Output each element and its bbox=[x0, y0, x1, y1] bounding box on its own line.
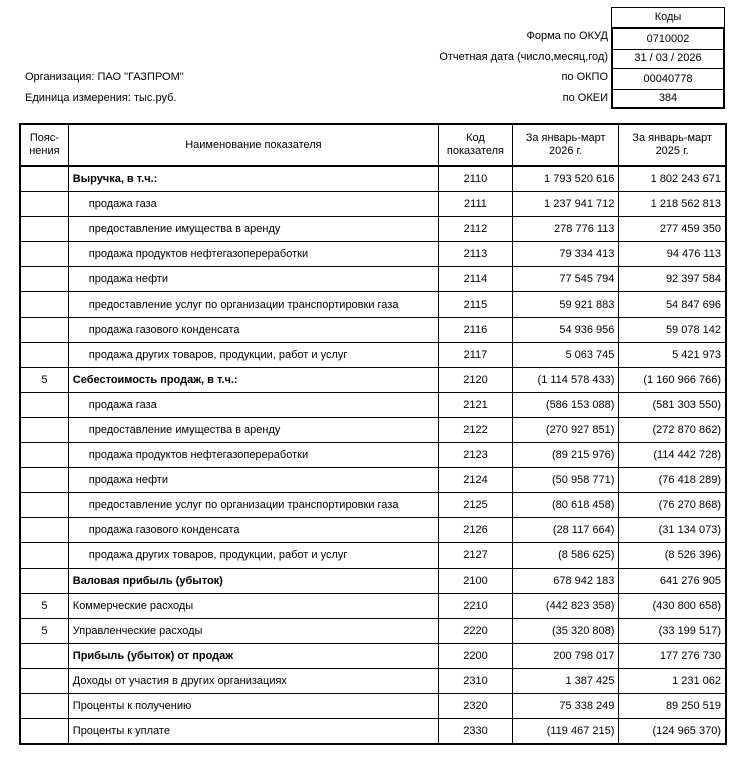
table-row bbox=[20, 166, 726, 192]
unit-label: Единица измерения: тыс.руб. bbox=[25, 92, 177, 104]
row-value-2026: 200 798 017 bbox=[512, 643, 619, 668]
row-value-2025: 5 421 973 bbox=[619, 342, 726, 367]
row-note bbox=[20, 643, 68, 668]
table-row bbox=[20, 618, 726, 643]
row-value-2025: (76 270 868) bbox=[619, 493, 726, 518]
row-name: предоставление имущества в аренду bbox=[68, 217, 438, 242]
row-name: Коммерческие расходы bbox=[68, 593, 438, 618]
row-name: Доходы от участия в других организациях bbox=[68, 668, 438, 693]
row-name: продажа других товаров, продукции, работ и услуг bbox=[68, 342, 438, 367]
row-code: 2121 bbox=[439, 392, 513, 417]
row-value-2025: 54 847 696 bbox=[619, 292, 726, 317]
table-header-row bbox=[20, 124, 726, 166]
table-row bbox=[20, 392, 726, 417]
row-code: 2220 bbox=[439, 618, 513, 643]
row-value-2026: 5 063 745 bbox=[512, 342, 619, 367]
row-code: 2210 bbox=[439, 593, 513, 618]
table-row bbox=[20, 443, 726, 468]
row-value-2025: (76 418 289) bbox=[619, 468, 726, 493]
row-note bbox=[20, 267, 68, 292]
row-note bbox=[20, 242, 68, 267]
okei-label: по ОКЕИ bbox=[562, 92, 608, 104]
row-name: продажа газа bbox=[68, 392, 438, 417]
row-value-2026: (1 114 578 433) bbox=[512, 367, 619, 392]
okpo-value: 00040778 bbox=[611, 69, 725, 90]
date-value: 31 / 03 / 2026 bbox=[611, 48, 725, 69]
row-value-2026: 1 237 941 712 bbox=[512, 192, 619, 217]
row-value-2026: (50 958 771) bbox=[512, 468, 619, 493]
row-value-2026: 54 936 956 bbox=[512, 317, 619, 342]
row-note bbox=[20, 568, 68, 593]
row-value-2025: 177 276 730 bbox=[619, 643, 726, 668]
table-row bbox=[20, 317, 726, 342]
row-name: продажа газового конденсата bbox=[68, 317, 438, 342]
row-note bbox=[20, 518, 68, 543]
row-name: предоставление услуг по организации транспортировки газа bbox=[68, 493, 438, 518]
row-note bbox=[20, 468, 68, 493]
date-label: Отчетная дата (число,месяц,год) bbox=[439, 51, 608, 63]
row-note bbox=[20, 493, 68, 518]
row-code: 2117 bbox=[439, 342, 513, 367]
row-name: предоставление имущества в аренду bbox=[68, 417, 438, 442]
table-row bbox=[20, 267, 726, 292]
table-row bbox=[20, 668, 726, 693]
row-name: продажа продуктов нефтегазопереработки bbox=[68, 242, 438, 267]
row-value-2026: (35 320 808) bbox=[512, 618, 619, 643]
row-name: продажа нефти bbox=[68, 468, 438, 493]
row-name: Управленческие расходы bbox=[68, 618, 438, 643]
row-note bbox=[20, 317, 68, 342]
financial-results-table bbox=[19, 123, 727, 745]
row-code: 2116 bbox=[439, 317, 513, 342]
row-code: 2125 bbox=[439, 493, 513, 518]
row-value-2025: (272 870 862) bbox=[619, 417, 726, 442]
row-value-2026: 678 942 183 bbox=[512, 568, 619, 593]
row-code: 2320 bbox=[439, 693, 513, 718]
row-value-2025: (581 303 550) bbox=[619, 392, 726, 417]
table-row bbox=[20, 468, 726, 493]
row-name: продажа газа bbox=[68, 192, 438, 217]
okud-value: 0710002 bbox=[611, 27, 725, 50]
table-row bbox=[20, 417, 726, 442]
column-header-period-2026: За январь-март 2026 г. bbox=[512, 124, 619, 166]
row-note bbox=[20, 217, 68, 242]
row-value-2025: 641 276 905 bbox=[619, 568, 726, 593]
row-value-2026: 1 387 425 bbox=[512, 668, 619, 693]
row-name: продажа газового конденсата bbox=[68, 518, 438, 543]
row-value-2026: 77 545 794 bbox=[512, 267, 619, 292]
row-code: 2123 bbox=[439, 443, 513, 468]
row-code: 2330 bbox=[439, 719, 513, 745]
row-value-2026: 1 793 520 616 bbox=[512, 166, 619, 192]
table-row bbox=[20, 593, 726, 618]
row-note bbox=[20, 192, 68, 217]
table-row bbox=[20, 367, 726, 392]
table-row bbox=[20, 292, 726, 317]
row-value-2026: 75 338 249 bbox=[512, 693, 619, 718]
row-value-2026: (442 823 358) bbox=[512, 593, 619, 618]
row-code: 2200 bbox=[439, 643, 513, 668]
row-value-2025: 1 231 062 bbox=[619, 668, 726, 693]
row-note bbox=[20, 719, 68, 745]
row-code: 2122 bbox=[439, 417, 513, 442]
row-value-2025: 92 397 584 bbox=[619, 267, 726, 292]
row-note bbox=[20, 668, 68, 693]
okpo-label: по ОКПО bbox=[561, 71, 608, 83]
table-row bbox=[20, 242, 726, 267]
row-code: 2111 bbox=[439, 192, 513, 217]
organization-label: Организация: ПАО "ГАЗПРОМ" bbox=[25, 71, 184, 83]
row-note bbox=[20, 166, 68, 192]
row-value-2026: 278 776 113 bbox=[512, 217, 619, 242]
row-note bbox=[20, 292, 68, 317]
codes-box bbox=[611, 7, 725, 107]
row-value-2025: (33 199 517) bbox=[619, 618, 726, 643]
column-header-period-2025: За январь-март 2025 г. bbox=[619, 124, 726, 166]
row-value-2025: (124 965 370) bbox=[619, 719, 726, 745]
row-note bbox=[20, 693, 68, 718]
row-value-2025: (114 442 728) bbox=[619, 443, 726, 468]
row-code: 2124 bbox=[439, 468, 513, 493]
row-value-2025: (1 160 966 766) bbox=[619, 367, 726, 392]
row-name: Прибыль (убыток) от продаж bbox=[68, 643, 438, 668]
row-name: продажа продуктов нефтегазопереработки bbox=[68, 443, 438, 468]
okei-value: 384 bbox=[611, 90, 725, 109]
okud-label: Форма по ОКУД bbox=[526, 30, 608, 42]
row-value-2025: 59 078 142 bbox=[619, 317, 726, 342]
row-value-2026: (8 586 625) bbox=[512, 543, 619, 568]
table-row bbox=[20, 493, 726, 518]
row-value-2026: 79 334 413 bbox=[512, 242, 619, 267]
column-header-notes: Пояс-нения bbox=[20, 124, 68, 166]
row-note bbox=[20, 443, 68, 468]
table-row bbox=[20, 643, 726, 668]
row-code: 2113 bbox=[439, 242, 513, 267]
row-value-2026: 59 921 883 bbox=[512, 292, 619, 317]
row-value-2025: 89 250 519 bbox=[619, 693, 726, 718]
row-value-2025: 277 459 350 bbox=[619, 217, 726, 242]
row-code: 2126 bbox=[439, 518, 513, 543]
row-value-2026: (270 927 851) bbox=[512, 417, 619, 442]
row-code: 2115 bbox=[439, 292, 513, 317]
row-value-2026: (586 153 088) bbox=[512, 392, 619, 417]
table-row bbox=[20, 568, 726, 593]
row-name: предоставление услуг по организации транспортировки газа bbox=[68, 292, 438, 317]
row-code: 2112 bbox=[439, 217, 513, 242]
row-note: 5 bbox=[20, 367, 68, 392]
row-code: 2310 bbox=[439, 668, 513, 693]
row-note: 5 bbox=[20, 593, 68, 618]
row-name: продажа нефти bbox=[68, 267, 438, 292]
table-row bbox=[20, 518, 726, 543]
row-value-2026: (28 117 664) bbox=[512, 518, 619, 543]
table-row bbox=[20, 217, 726, 242]
row-name: Проценты к получению bbox=[68, 693, 438, 718]
row-value-2025: (31 134 073) bbox=[619, 518, 726, 543]
row-value-2026: (80 618 458) bbox=[512, 493, 619, 518]
row-code: 2110 bbox=[439, 166, 513, 192]
row-value-2025: 1 802 243 671 bbox=[619, 166, 726, 192]
row-note: 5 bbox=[20, 618, 68, 643]
row-value-2025: (8 526 396) bbox=[619, 543, 726, 568]
row-note bbox=[20, 543, 68, 568]
row-name: Проценты к уплате bbox=[68, 719, 438, 745]
row-name: Валовая прибыль (убыток) bbox=[68, 568, 438, 593]
column-header-code: Код показателя bbox=[439, 124, 513, 166]
row-code: 2120 bbox=[439, 367, 513, 392]
row-value-2025: 1 218 562 813 bbox=[619, 192, 726, 217]
table-row bbox=[20, 719, 726, 745]
table-row bbox=[20, 543, 726, 568]
row-note bbox=[20, 417, 68, 442]
column-header-name: Наименование показателя bbox=[68, 124, 438, 166]
row-note bbox=[20, 392, 68, 417]
table-row bbox=[20, 342, 726, 367]
row-value-2026: (89 215 976) bbox=[512, 443, 619, 468]
codes-title: Коды bbox=[654, 11, 682, 23]
row-value-2026: (119 467 215) bbox=[512, 719, 619, 745]
row-name: продажа других товаров, продукции, работ и услуг bbox=[68, 543, 438, 568]
row-name: Выручка, в т.ч.: bbox=[68, 166, 438, 192]
row-value-2025: 94 476 113 bbox=[619, 242, 726, 267]
row-code: 2114 bbox=[439, 267, 513, 292]
table-row bbox=[20, 693, 726, 718]
row-code: 2127 bbox=[439, 543, 513, 568]
table-row bbox=[20, 192, 726, 217]
row-value-2025: (430 800 658) bbox=[619, 593, 726, 618]
row-note bbox=[20, 342, 68, 367]
row-code: 2100 bbox=[439, 568, 513, 593]
row-name: Себестоимость продаж, в т.ч.: bbox=[68, 367, 438, 392]
